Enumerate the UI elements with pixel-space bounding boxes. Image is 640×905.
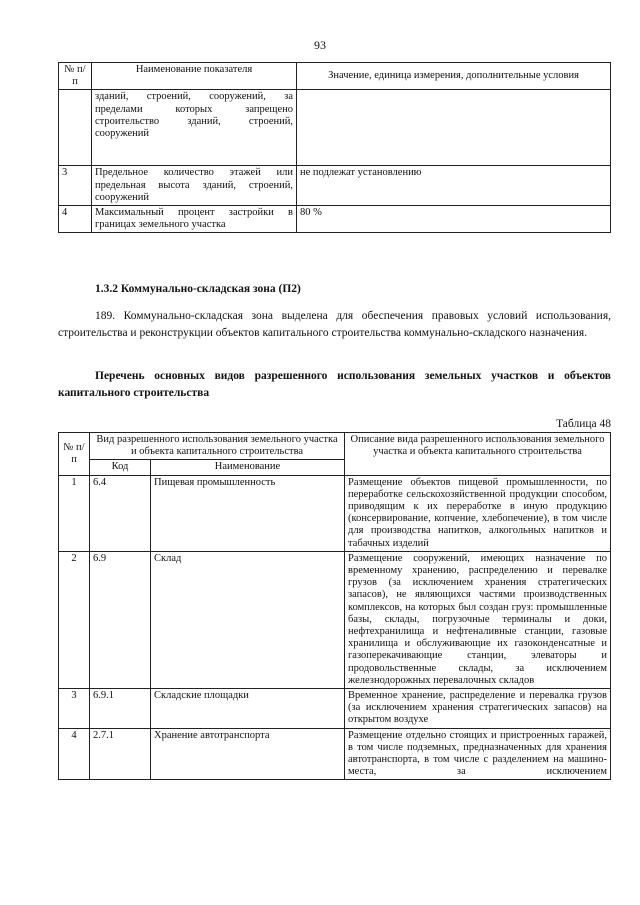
header-num: № п/п [59, 63, 92, 90]
header-desc: Описание вида разрешенного использования земельного участка и объекта капитального строительства [345, 433, 611, 476]
row-desc: Размещение сооружений, имеющих назначение по временному хранению, распределению и перевалке грузов (за исключением хранения стратегических запасов), не являющихся частями производственных комплексов, на которых был создан груз: промышленные базы, склады, погрузочные терминалы и доки, нефтехранилища и нефтеналивные станции, газовые хранилища и обслуживающие их газоконденсатные и газоперекачивающие станции, элеваторы и продовольственные склады, за исключением железнодорожных перевалочных складов [345, 551, 611, 688]
row-code: 6.4 [90, 475, 151, 551]
section-heading: 1.3.2 Коммунально-складская зона (П2) [95, 283, 301, 295]
row-value: 80 % [297, 206, 611, 233]
row-code: 2.7.1 [90, 728, 151, 780]
table-row [59, 166, 611, 206]
row-value [297, 90, 611, 166]
table-row [59, 728, 611, 780]
table-row [59, 90, 611, 166]
row-num: 4 [59, 728, 90, 780]
row-desc: Временное хранение, распределение и перевалка грузов (за исключением хранения стратегических запасов) на открытом воздухе [345, 689, 611, 729]
header-num: № п/п [59, 433, 90, 476]
row-num: 2 [59, 551, 90, 688]
header-indicator: Наименование показателя [92, 63, 297, 90]
row-num: 3 [59, 689, 90, 729]
row-num: 1 [59, 475, 90, 551]
table-header-row [59, 433, 611, 460]
list-heading: Перечень основных видов разрешенного использования земельных участков и объектов капитального строительства [58, 370, 611, 399]
row-code: 6.9 [90, 551, 151, 688]
table-row [59, 551, 611, 688]
row-indicator: Максимальный процент застройки в границах земельного участка [92, 206, 297, 233]
row-name: Хранение автотранспорта [151, 728, 345, 780]
row-name: Склад [151, 551, 345, 688]
header-code: Код [90, 460, 151, 475]
permitted-uses-table [58, 432, 611, 780]
table-row [59, 206, 611, 233]
row-desc: Размещение объектов пищевой промышленности, по переработке сельскохозяйственной продукции способом, приводящим к их переработке в иную продукцию (консервирование, копчение, хлебопечение), в том числе для производства напитков, алкогольных напитков и табачных изделий [345, 475, 611, 551]
row-indicator: Предельное количество этажей или предельная высота зданий, строений, сооружений [92, 166, 297, 206]
table-header-row [59, 63, 611, 90]
row-name: Пищевая промышленность [151, 475, 345, 551]
indicators-table [58, 62, 611, 233]
row-indicator: зданий, строений, сооружений, за пределами которых запрещено строительство зданий, строений, сооружений [92, 90, 297, 166]
row-code: 6.9.1 [90, 689, 151, 729]
row-num: 3 [59, 166, 92, 206]
table-row [59, 475, 611, 551]
section-paragraph: 189. Коммунально-складская зона выделена для обеспечения правовых условий использования, строительства и реконструкции объектов капитального строительства коммунально-складского назначения. [58, 310, 611, 339]
table-row [59, 689, 611, 729]
row-name: Складские площадки [151, 689, 345, 729]
row-desc: Размещение отдельно стоящих и пристроенных гаражей, в том числе подземных, предназначенных для хранения автотранспорта, в том числе с разделением на машино-места, за исключением [345, 728, 611, 780]
table-caption: Таблица 48 [556, 418, 611, 430]
header-name: Наименование [151, 460, 345, 475]
header-value: Значение, единица измерения, дополнительные условия [297, 63, 611, 90]
row-num [59, 90, 92, 166]
row-num: 4 [59, 206, 92, 233]
header-kind: Вид разрешенного использования земельного участка и объекта капитального строительства [90, 433, 345, 460]
page-number: 93 [314, 38, 326, 52]
row-value: не подлежат установлению [297, 166, 611, 206]
